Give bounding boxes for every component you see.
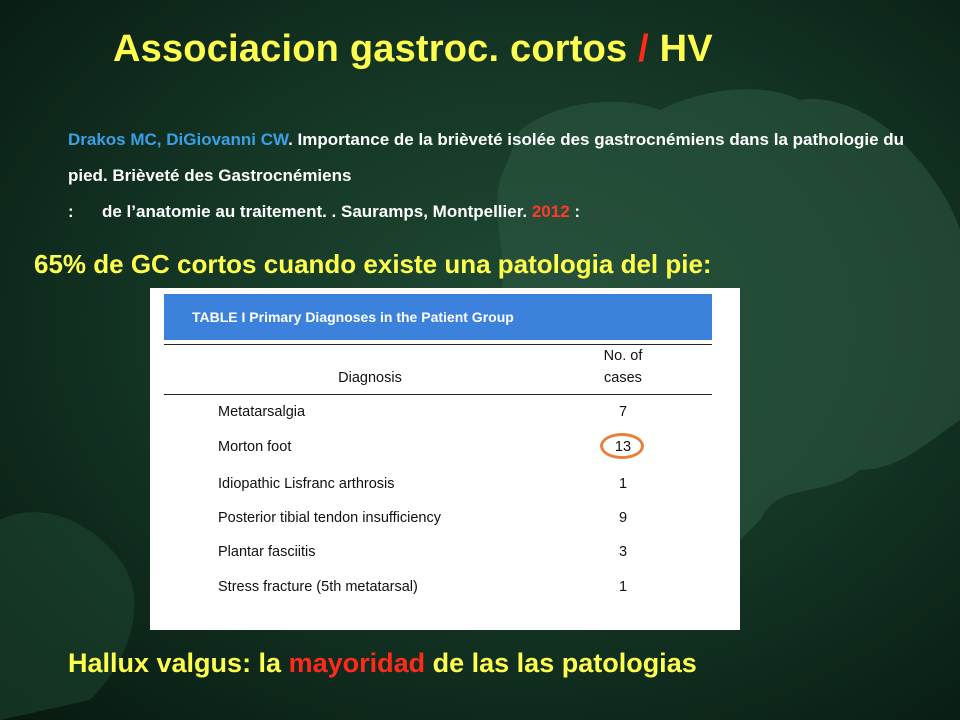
- diagnosis-cell: Metatarsalgia: [218, 404, 306, 420]
- cases-cell: 13: [614, 439, 632, 455]
- diagnosis-cell: Plantar fasciitis: [218, 544, 316, 560]
- column-header-cases-line1: No. of: [603, 348, 643, 364]
- table-header-rule: [164, 394, 712, 395]
- conclusion-highlight: mayoridad: [288, 648, 426, 678]
- cases-cell: 7: [618, 404, 628, 420]
- reference-pages: 231-240: [584, 202, 648, 221]
- cases-cell: 1: [618, 579, 628, 595]
- reference-text-part1: . Importance de la brièveté isolée des gastrocnémiens dans la pathologie du pied. Brièveté des Gastrocnémiens: [68, 130, 905, 185]
- slide-title: Associacion gastroc. cortos / HV: [113, 28, 713, 70]
- reference-text-part2: de l’anatomie au traitement. . Sauramps, Montpellier.: [102, 202, 532, 221]
- diagnosis-cell: Idiopathic Lisfranc arthrosis: [218, 476, 395, 492]
- cases-cell: 1: [618, 476, 628, 492]
- reference-colon: :: [68, 202, 74, 221]
- table-top-rule: [164, 344, 712, 345]
- diagnosis-cell: Morton foot: [218, 439, 292, 455]
- diagnosis-cell: Stress fracture (5th metatarsal): [218, 579, 418, 595]
- reference-authors: Drakos MC, DiGiovanni CW: [68, 130, 289, 149]
- slide-subtitle: 65% de GC cortos cuando existe una patologia del pie:: [34, 249, 712, 279]
- table-caption: TABLE I Primary Diagnoses in the Patient Group: [164, 294, 712, 340]
- diagnosis-cell: Posterior tibial tendon insufficiency: [218, 510, 441, 526]
- cases-cell: 3: [618, 544, 628, 560]
- column-header-diagnosis: Diagnosis: [338, 370, 402, 386]
- column-header-cases-line2: cases: [604, 370, 642, 386]
- reference-year: 2012: [531, 202, 570, 221]
- reference-separator: :: [569, 202, 585, 221]
- diagnosis-table: [150, 288, 740, 630]
- highlight-circle: [600, 433, 644, 459]
- conclusion-text: Hallux valgus: la mayoridad de las las patologias: [68, 648, 697, 678]
- title-slash: /: [638, 28, 649, 70]
- cases-cell: 9: [618, 510, 628, 526]
- bibliographic-reference: [68, 122, 918, 230]
